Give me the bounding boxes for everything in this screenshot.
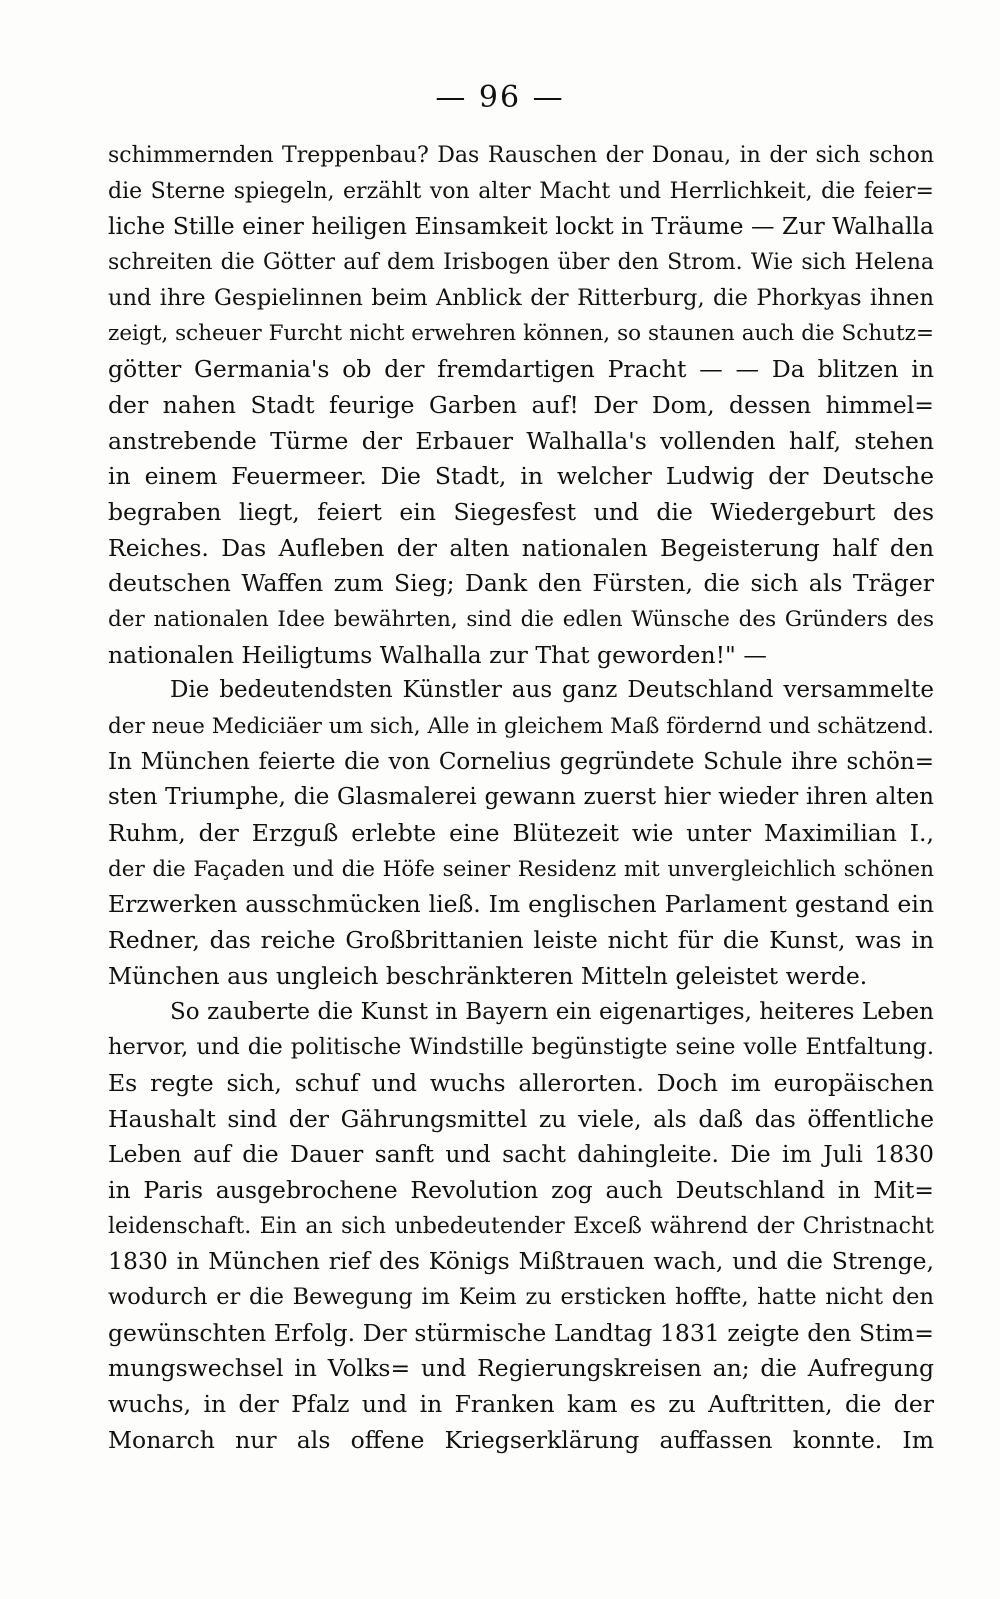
text-line: 1830 in München rief des Königs Mißtrauen wach, und die Strenge, — [108, 1247, 934, 1276]
text-line: So zauberte die Kunst in Bayern ein eigenartiges, heiteres Leben — [170, 998, 934, 1025]
text-line: begraben liegt, feiert ein Siegesfest und die Wiedergeburt des — [108, 497, 934, 526]
text-line: der nahen Stadt feurige Garben auf! Der Dom, dessen himmel= — [108, 390, 934, 419]
text-line: In München feierte die von Cornelius gegründete Schule ihre schön= — [108, 748, 934, 775]
text-line: wuchs, in der Pfalz und in Franken kam es zu Auftritten, die der — [108, 1390, 934, 1419]
text-line: zeigt, scheuer Furcht nicht erwehren können, so staunen auch die Schutz= — [108, 321, 934, 347]
text-line: Redner, das reiche Großbrittanien leiste nicht für die Kunst, was in — [108, 926, 934, 955]
text-line: der nationalen Idee bewährten, sind die edlen Wünsche des Gründers des — [108, 606, 934, 632]
text-line: gewünschten Erfolg. Der stürmische Landtag 1831 zeigte den Stim= — [108, 1318, 934, 1347]
text-line: Es regte sich, schuf und wuchs allerorten. Doch im europäischen — [108, 1068, 934, 1097]
text-line: götter Germania's ob der fremdartigen Pracht — — Da blitzen in — [108, 355, 934, 384]
text-line: Erzwerken ausschmücken ließ. Im englischen Parlament gestand ein — [108, 890, 934, 919]
text-line: in Paris ausgebrochene Revolution zog auch Deutschland in Mit= — [108, 1175, 934, 1204]
text-line: liche Stille einer heiligen Einsamkeit lockt in Träume — Zur Walhalla — [108, 212, 934, 241]
text-line: deutschen Waffen zum Sieg; Dank den Fürsten, die sich als Träger — [108, 569, 934, 598]
text-line: Ruhm, der Erzguß erlebte eine Blütezeit wie unter Maximilian I., — [108, 819, 934, 848]
text-line: mungswechsel in Volks= und Regierungskreisen an; die Aufregung — [108, 1354, 934, 1383]
text-line: anstrebende Türme der Erbauer Walhalla's vollenden half, stehen — [108, 426, 934, 455]
text-line: nationalen Heiligtums Walhalla zur That geworden!" — — [108, 640, 767, 669]
text-line: wodurch er die Bewegung im Keim zu ersticken hoffte, hatte nicht den — [108, 1284, 934, 1310]
text-line: schimmernden Treppenbau? Das Rauschen der Donau, in der sich schon — [108, 143, 934, 168]
text-line: Reiches. Das Aufleben der alten nationalen Begeisterung half den — [108, 533, 934, 562]
text-line: leidenschaft. Ein an sich unbedeutender Exceß während der Christnacht — [108, 1213, 934, 1239]
text-line: sten Triumphe, die Glasmalerei gewann zuerst hier wieder ihren alten — [108, 784, 934, 811]
text-line: Die bedeutendsten Künstler aus ganz Deutschland versammelte — [170, 677, 934, 704]
body-text — [108, 138, 934, 1458]
text-line: Leben auf die Dauer sanft und sacht dahingleite. Die im Juli 1830 — [108, 1140, 934, 1169]
text-line: schreiten die Götter auf dem Irisbogen über den Strom. Wie sich Helena — [108, 250, 934, 276]
text-line: Monarch nur als offene Kriegserklärung auffassen konnte. Im — [108, 1425, 934, 1454]
text-line: München aus ungleich beschränkteren Mitteln geleistet werde. — [108, 961, 868, 990]
text-line: die Sterne spiegeln, erzählt von alter Macht und Herrlichkeit, die feier= — [108, 178, 934, 204]
text-line: Haushalt sind der Gährungsmittel zu viele, als daß das öffentliche — [108, 1104, 934, 1133]
text-line: der neue Mediciäer um sich, Alle in gleichem Maß fördernd und schätzend. — [108, 714, 934, 739]
page-number: — 96 — — [435, 80, 565, 115]
text-line: der die Façaden und die Höfe seiner Residenz mit unvergleichlich schönen — [108, 856, 934, 882]
text-line: und ihre Gespielinnen beim Anblick der Ritterburg, die Phorkyas ihnen — [108, 284, 934, 311]
text-line: hervor, und die politische Windstille begünstigte seine volle Entfaltung. — [108, 1034, 934, 1061]
text-line: in einem Feuermeer. Die Stadt, in welcher Ludwig der Deutsche — [108, 462, 934, 491]
